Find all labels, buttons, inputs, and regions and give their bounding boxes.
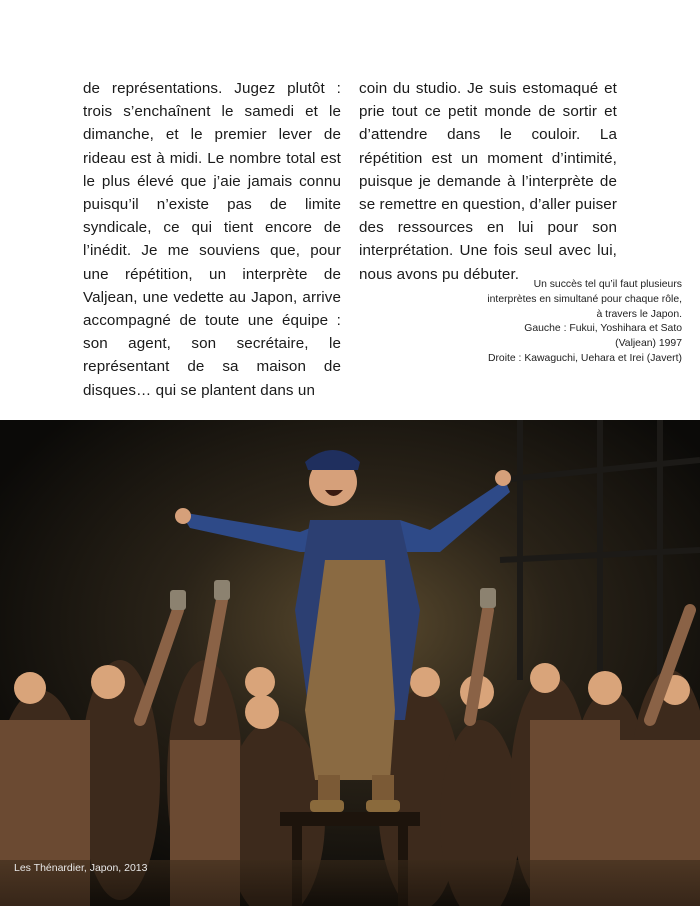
side-caption-line: Gauche : Fukui, Yoshihara et Sato (Valjean) 1997 [524,323,682,350]
stage-photo [0,420,700,906]
side-caption-line: Un succès tel qu’il faut plusieurs interprètes en simultané pour chaque rôle, à travers le Japon. [487,279,682,320]
body-text-right-column [359,77,617,286]
photo-caption: Les Thénardier, Japon, 2013 [14,862,148,874]
left-column-paragraph: de représentations. Jugez plutôt : trois s’enchaînent le samedi et le dimanche, et le premier lever de rideau est à midi. Le nombre total est le plus élevé que j’aie jamais connu puisqu’il n’existe pas de limite syndicale, ce qui tient encore de l’inédit. Je me souviens que, pour une répétition, un interprète de Valjean, une vedette au Japon, arrive accompagné de toute une équipe : son agent, son secrétaire, le représentant de sa maison de disques… qui se plantent dans un [83,80,341,399]
right-column-paragraph: coin du studio. Je suis estomaqué et prie tout ce petit monde de sortir et d’attendre dans le couloir. La répétition est un moment d’intimité, puisque je demande à l’interprète de se remettre en question, d’aller puiser des ressources en lui pour son interprétation. Une fois seul avec lui, nous avons pu débuter. [359,80,618,283]
body-text-left-column [83,77,341,402]
side-caption [482,278,682,367]
stage-photo-illustration [0,420,700,906]
side-caption-line: Droite : Kawaguchi, Uehara et Irei (Javert) [487,352,682,364]
